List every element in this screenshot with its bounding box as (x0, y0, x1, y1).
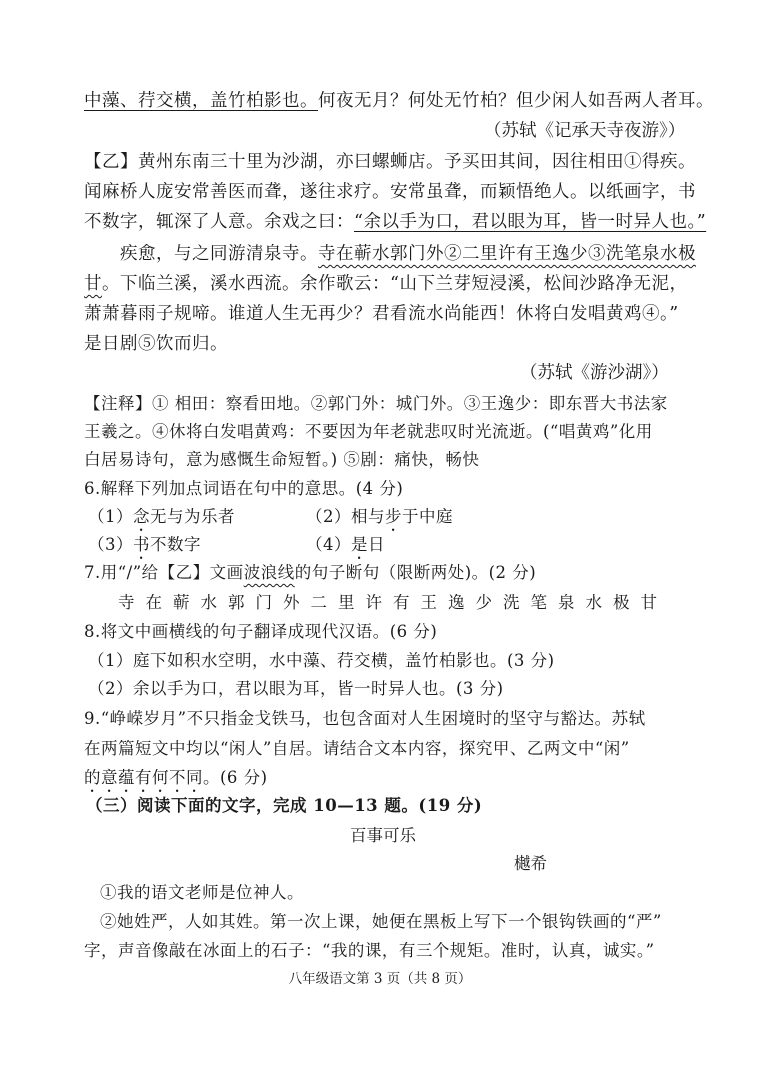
q6-title: 6.解释下列加点词语在句中的意思。(4 分) (84, 479, 404, 498)
q6-item-1 (88, 504, 235, 535)
story-paragraph-2-line-2: 字，声音像敲在冰面上的石子：“我的课，有三个规矩。准时，认真，诚实。” (84, 941, 655, 960)
q7-title-pre: 7.用“/”给【乙】文画 (84, 563, 244, 582)
notes-line-1: 【注释】① 相田：察看田地。②郭门外：城门外。③王逸少：即东晋大书法家 (84, 394, 668, 413)
q7-title-post: 的句子断句（限断两处)。(2 分) (294, 563, 537, 582)
story-paragraph-1: ①我的语文老师是位神人。 (100, 883, 304, 902)
q7-sentence: 寺在蕲水郭门外二里许有王逸少洗笔泉水极甘 (118, 593, 668, 612)
yi-line-4 (120, 241, 696, 267)
jia-rest-text: 何夜无月？何处无竹柏？但少闲人如吾两人者耳。 (318, 91, 714, 111)
jia-last-line (84, 88, 714, 114)
yi-line-7: 是日剧⑤饮而归。 (84, 334, 228, 354)
notes-line-2: 王羲之。④休将白发唱黄鸡：不要因为年老就悲叹时光流逝。(“唱黄鸡”化用 (84, 422, 653, 441)
q6-item-3-dotted: 书 (133, 535, 150, 554)
yi-underlined-sentence: “余以手为口，君以眼为耳，皆一时异人也。” (354, 212, 707, 232)
notes-line-3: 白居易诗句，意为感慨生命短暂。) ⑤剧：痛快，畅快 (84, 450, 480, 469)
jia-source: （苏轼《记承天寺夜游》） (484, 121, 686, 141)
q6-item-3-num: （3） (88, 535, 133, 554)
section-3-heading: （三）阅读下面的文字，完成 10—13 题。(19 分) (86, 796, 483, 815)
q7-title-wavy: 波浪线 (243, 563, 295, 582)
q8-item-1: （1）庭下如积水空明，水中藻、荇交横，盖竹柏影也。(3 分) (88, 651, 555, 670)
page-footer: 八年级语文第 3 页（共 8 页） (288, 971, 472, 987)
story-paragraph-2-line-1: ②她姓严，人如其姓。第一次上课，她便在黑板上写下一个银钩铁画的“严” (100, 912, 662, 931)
q8-title: 8.将文中画横线的句子翻译成现代汉语。(6 分) (84, 622, 438, 641)
yi-line-5 (84, 271, 687, 297)
q6-item-4-num: （4） (306, 535, 351, 554)
yi-line-1: 【乙】黄州东南三十里为沙湖，亦曰螺蛳店。予买田其间，因往相田①得疾。 (84, 152, 696, 172)
q6-item-3 (88, 532, 201, 563)
q6-item-1-dotted: 念 (133, 507, 150, 526)
yi-line-3-plain: 不数字，辄深了人意。余戏之曰： (84, 212, 354, 232)
q6-item-3-rest: 不数字 (150, 535, 201, 554)
q6-item-2-rest: 于中庭 (402, 507, 453, 526)
q9-line-3 (84, 765, 268, 796)
yi-source: （苏轼《游沙湖》） (520, 363, 669, 383)
yi-line-4-plain: 疾愈，与之同游清泉寺。 (120, 244, 318, 264)
q6-item-2 (306, 504, 453, 535)
q9-line-3-rest: 。(6 分) (203, 768, 268, 787)
q8-item-2: （2）余以手为口，君以眼为耳，皆一时异人也。(3 分) (88, 679, 504, 698)
q6-item-1-rest: 无与为乐者 (150, 507, 235, 526)
yi-wavy-sentence-part1: 寺在蕲水郭门外②二里许有王逸少③洗笔泉水极 (318, 244, 696, 264)
jia-underlined-sentence: 中藻、荇交横，盖竹柏影也。 (84, 91, 318, 111)
q6-item-4-rest: 日 (368, 535, 385, 554)
q6-item-2-dotted: 步 (385, 507, 402, 526)
q6-item-4 (306, 532, 385, 563)
yi-line-3 (84, 209, 706, 235)
q9-dotted-phrase: 的意蕴有何不同 (84, 768, 203, 787)
yi-wavy-sentence-part2: 甘 (84, 274, 102, 294)
q6-item-2-num: （2）相与 (306, 507, 385, 526)
q7-title (84, 560, 536, 586)
story-title: 百事可乐 (350, 826, 416, 845)
q6-item-4-dotted: 是 (351, 535, 368, 554)
yi-line-5-plain: 。下临兰溪，溪水西流。余作歌云：“山下兰芽短浸溪，松间沙路净无泥， (102, 274, 688, 294)
q9-line-2: 在两篇短文中均以“闲人”自居。请结合文本内容，探究甲、乙两文中“闲” (84, 739, 630, 758)
q6-item-1-num: （1） (88, 507, 133, 526)
story-author: 樾希 (514, 854, 547, 873)
yi-line-2: 闻麻桥人庞安常善医而聋，遂往求疗。安常虽聋，而颖悟绝人。以纸画字，书 (84, 182, 696, 202)
yi-line-6: 萧萧暮雨子规啼。谁道人生无再少？君看流水尚能西！休将白发唱黄鸡④。” (84, 304, 679, 324)
q9-line-1: 9.“峥嵘岁月”不只指金戈铁马，也包含面对人生困境时的坚守与豁达。苏轼 (84, 709, 646, 728)
